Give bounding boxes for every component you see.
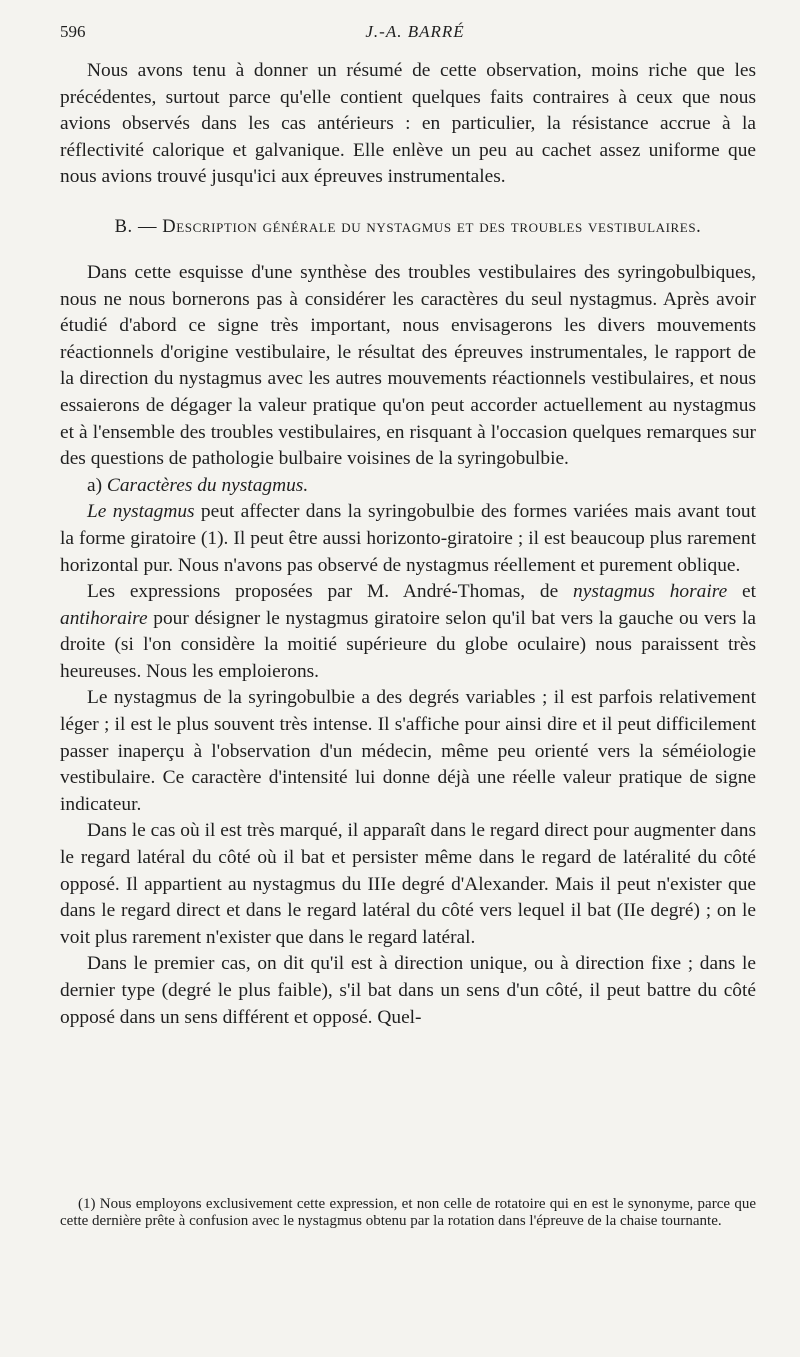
lead-term: Le nystagmus [87,501,195,523]
subsection-letter: a) [87,474,107,496]
paragraph-marked-case: Dans le cas où il est très marqué, il apparaît dans le regard direct pour augmenter dans le regard latéral du côté où il bat et persister même dans le regard de latéralité du côté opposé. Il appartient au nystagmus du IIIe degré d'Alexander. Mais il peut n'exister que dans le regard direct et dans le regard latéral du côté vers lequel il bat (IIe degré) ; on le voit plus rarement n'exister que dans le regard latéral. [60,820,756,948]
paragraph-degrees: Le nystagmus de la syringobulbie a des degrés variables ; il est parfois relativement léger ; il est le plus souvent très intense. Il s'affiche pour ainsi dire et il peut difficilement passer inaperçu à l'observation d'un médecin, même peu orienté vers la séméiologie vestibulaire. Ce caractère d'intensité lui donne déjà une réelle valeur pratique de signe indicateur. [60,687,756,815]
section-heading: B. — Description générale du nystagmus et des troubles vestibulaires. [114,216,702,237]
subsection-heading [60,473,756,500]
text-run: et [727,581,756,603]
paragraph-synthesis: Dans cette esquisse d'une synthèse des troubles vestibulaires des syringobulbiques, nous ne nous bornerons pas à considérer les caractères du seul nystagmus. Après avoir étudié d'abord ce signe très important, nous envisagerons les divers mouvements réactionnels d'origine vestibulaire, le résultat des épreuves instrumentales, le rapport de la direction du nystagmus avec les autres mouvements réactionnels vestibulaires, et nous essaierons de dégager la valeur pratique qu'on peut accorder actuellement au nystagmus et à l'ensemble des troubles vestibulaires, en risquant à l'occasion quelques remarques sur des questions de pathologie bulbaire voisines de la syringobulbie. [60,261,756,470]
paragraph-expressions [60,579,756,685]
footnotes [60,1196,756,1229]
text-run: pour désigner le nystagmus giratoire selon qu'il bat vers la gauche ou vers la droite (si l'on considère la moitié supérieure du globe oculaire) nous paraissent très heureuses. Nous les emploierons. [60,607,756,682]
term-horaire: nystagmus horaire [573,581,728,603]
page-header [60,22,770,46]
paragraph-text: peut affecter dans la syringobulbie des formes variées mais avant tout la forme giratoire (1). Il peut être aussi horizonto-giratoire ; il est beaucoup plus rarement horizontal pur. Nous n'avons pas observé de nystagmus réellement et purement oblique. [60,501,756,576]
running-title: J.-A. BARRÉ [365,22,465,41]
paragraph-direction: Dans le premier cas, on dit qu'il est à direction unique, ou à direction fixe ; dans le dernier type (degré le plus faible), s'il bat dans un sens d'un côté, il peut battre du côté opposé dans un sens différent et opposé. Quel- [60,953,756,1028]
body-text [60,58,756,1031]
paragraph-observation-summary: Nous avons tenu à donner un résumé de cette observation, moins riche que les précédentes, surtout parce qu'elle contient quelques faits contraires à ceux que nous avions observés dans les cas antérieurs : en particulier, la résistance accrue à la réflectivité calorique et galvanique. Elle enlève un peu au cachet assez uniforme que nous avions trouvé jusqu'ici aux épreuves instrumentales. [60,60,756,188]
page-number: 596 [60,22,86,41]
footnote-1: (1) Nous employons exclusivement cette expression, et non celle de rotatoire qui en est le synonyme, parce que cette dernière prête à confusion avec le nystagmus obtenu par la rotation dans l'épreuve de la chaise tournante. [60,1196,756,1229]
text-run: Les expressions proposées par M. André-Thomas, de [87,581,574,603]
subsection-title: Caractères du nystagmus. [106,474,309,496]
paragraph-nystagmus-forms [60,499,756,579]
term-antihoraire: antihoraire [60,607,148,629]
